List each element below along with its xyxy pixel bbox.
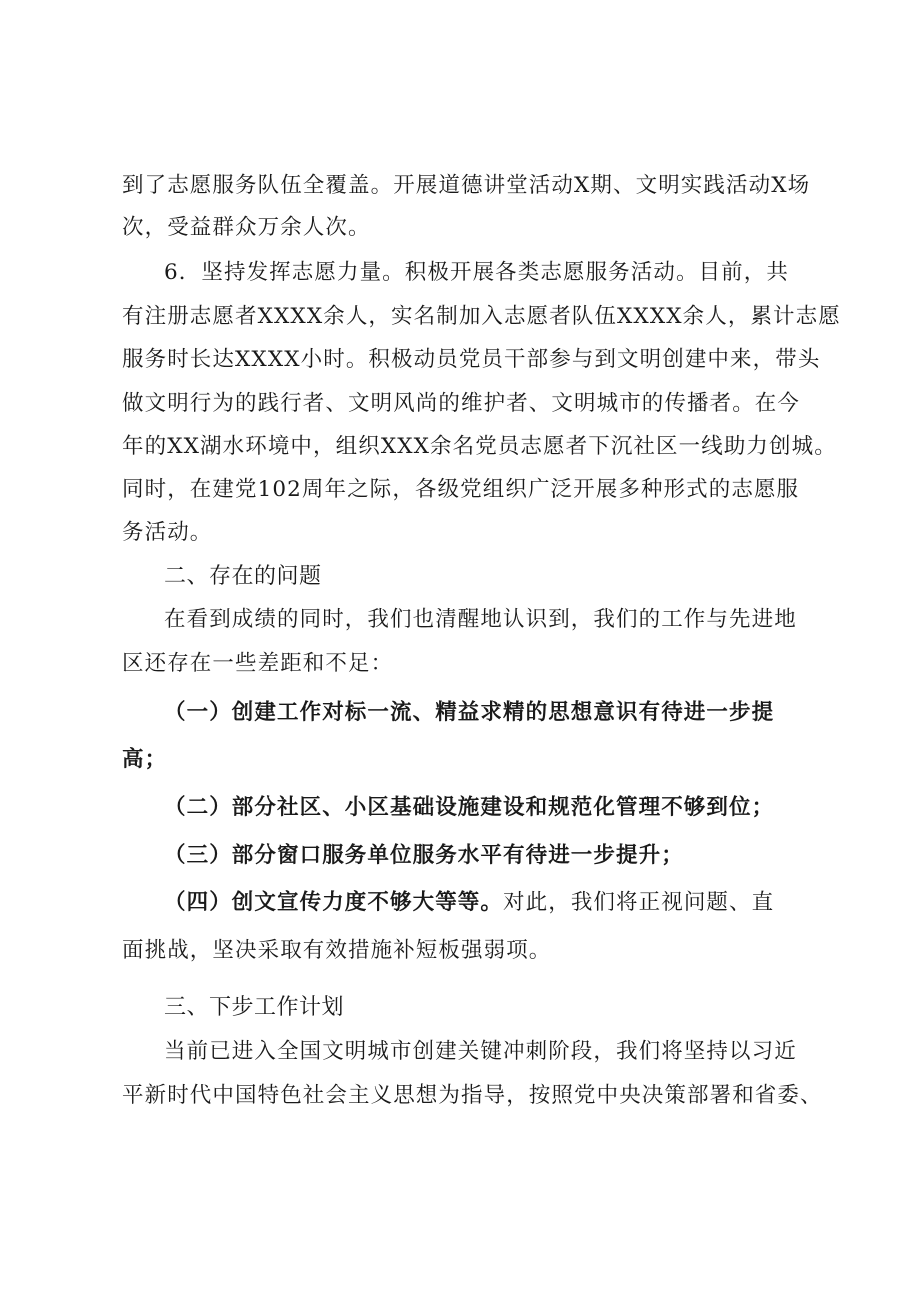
problem-item: （三）部分窗口服务单位服务水平有待进一步提升；	[164, 843, 684, 868]
paragraph-line: 务活动。	[122, 520, 213, 545]
paragraph-line: 做文明行为的践行者、文明风尚的维护者、文明城市的传播者。在今	[122, 391, 801, 416]
paragraph-text: 对此，我们将正视问题、直	[503, 890, 775, 915]
paragraph-line: 6．坚持发挥志愿力量。积极开展各类志愿服务活动。目前，共	[164, 260, 789, 285]
paragraph-line: 年的XX湖水环境中，组织XXX余名党员志愿者下沉社区一线助力创城。	[122, 434, 837, 459]
section-heading: 三、下步工作计划	[164, 995, 345, 1020]
paragraph-line: 次，受益群众万余人次。	[122, 215, 371, 240]
paragraph-line: 在看到成绩的同时，我们也清醒地认识到，我们的工作与先进地	[164, 607, 797, 632]
paragraph-line: 有注册志愿者XXXX余人，实名制加入志愿者队伍XXXX余人，累计志愿	[122, 304, 841, 329]
problem-item: （二）部分社区、小区基础设施建设和规范化管理不够到位；	[164, 795, 775, 820]
paragraph-line: 到了志愿服务队伍全覆盖。开展道德讲堂活动X期、文明实践活动X场	[122, 173, 811, 198]
problem-item: （一）创建工作对标一流、精益求精的思想意识有待进一步提	[164, 700, 775, 725]
problem-item-line	[164, 888, 864, 918]
section-heading: 二、存在的问题	[164, 564, 322, 589]
paragraph-line: 平新时代中国特色社会主义思想为指导，按照党中央决策部署和省委、	[122, 1083, 823, 1108]
problem-item: 高；	[122, 747, 168, 772]
paragraph-line: 区还存在一些差距和不足：	[122, 651, 394, 676]
paragraph-line: 面挑战，坚决采取有效措施补短板强弱项。	[122, 938, 552, 963]
paragraph-line: 服务时长达XXXX小时。积极动员党员干部参与到文明创建中来，带头	[122, 347, 821, 372]
problem-item-bold: （四）创文宣传力度不够大等等。	[164, 890, 504, 915]
paragraph-line: 同时，在建党102周年之际，各级党组织广泛开展多种形式的志愿服	[122, 477, 800, 502]
paragraph-line: 当前已进入全国文明城市创建关键冲刺阶段，我们将坚持以习近	[164, 1039, 797, 1064]
